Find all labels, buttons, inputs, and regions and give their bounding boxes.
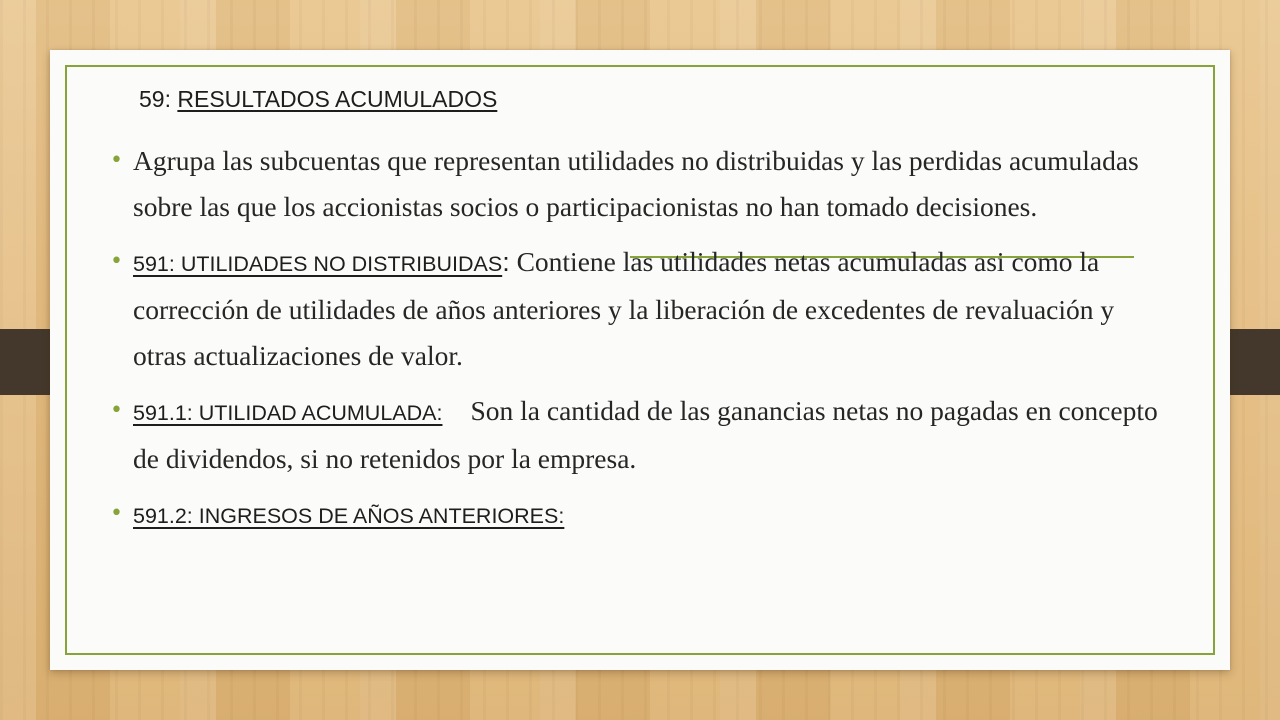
slide [50, 50, 1230, 670]
title-number: 59: [139, 86, 171, 112]
bullet-item [110, 491, 1170, 539]
bullet-icon: • [110, 501, 123, 526]
bullet-icon: • [110, 398, 123, 423]
bullet-item [110, 388, 1170, 482]
account-code-label: 591.1: UTILIDAD ACUMULADA: [133, 401, 443, 425]
account-code-label: 591.2: INGRESOS DE AÑOS ANTERIORES: [133, 504, 565, 528]
bullet-item [110, 239, 1170, 379]
title-text: RESULTADOS ACUMULADOS [177, 86, 498, 112]
bullet-item [110, 138, 1170, 230]
account-code-label: 591: UTILIDADES NO DISTRIBUIDAS [133, 252, 503, 276]
bullet-text: Agrupa las subcuentas que representan utilidades no distribuidas y las perdidas acumuladas sobre las que los accionistas socios o participacionistas no han tomado decisiones. [133, 145, 1139, 222]
bullet-icon: • [110, 249, 123, 274]
account-code-colon: : [502, 247, 510, 277]
bullet-icon: • [110, 148, 123, 173]
bullet-list [110, 138, 1170, 548]
slide-title [139, 83, 497, 115]
bullet-text: Contiene las utilidades netas acumuladas asi como la corrección de utilidades de años anteriores y la liberación de excedentes de revaluación y otras actualizaciones de valor. [133, 246, 1115, 371]
bullet-text: Son la cantidad de las ganancias netas no pagadas en concepto de dividendos, si no retenidos por la empresa. [133, 395, 1158, 474]
